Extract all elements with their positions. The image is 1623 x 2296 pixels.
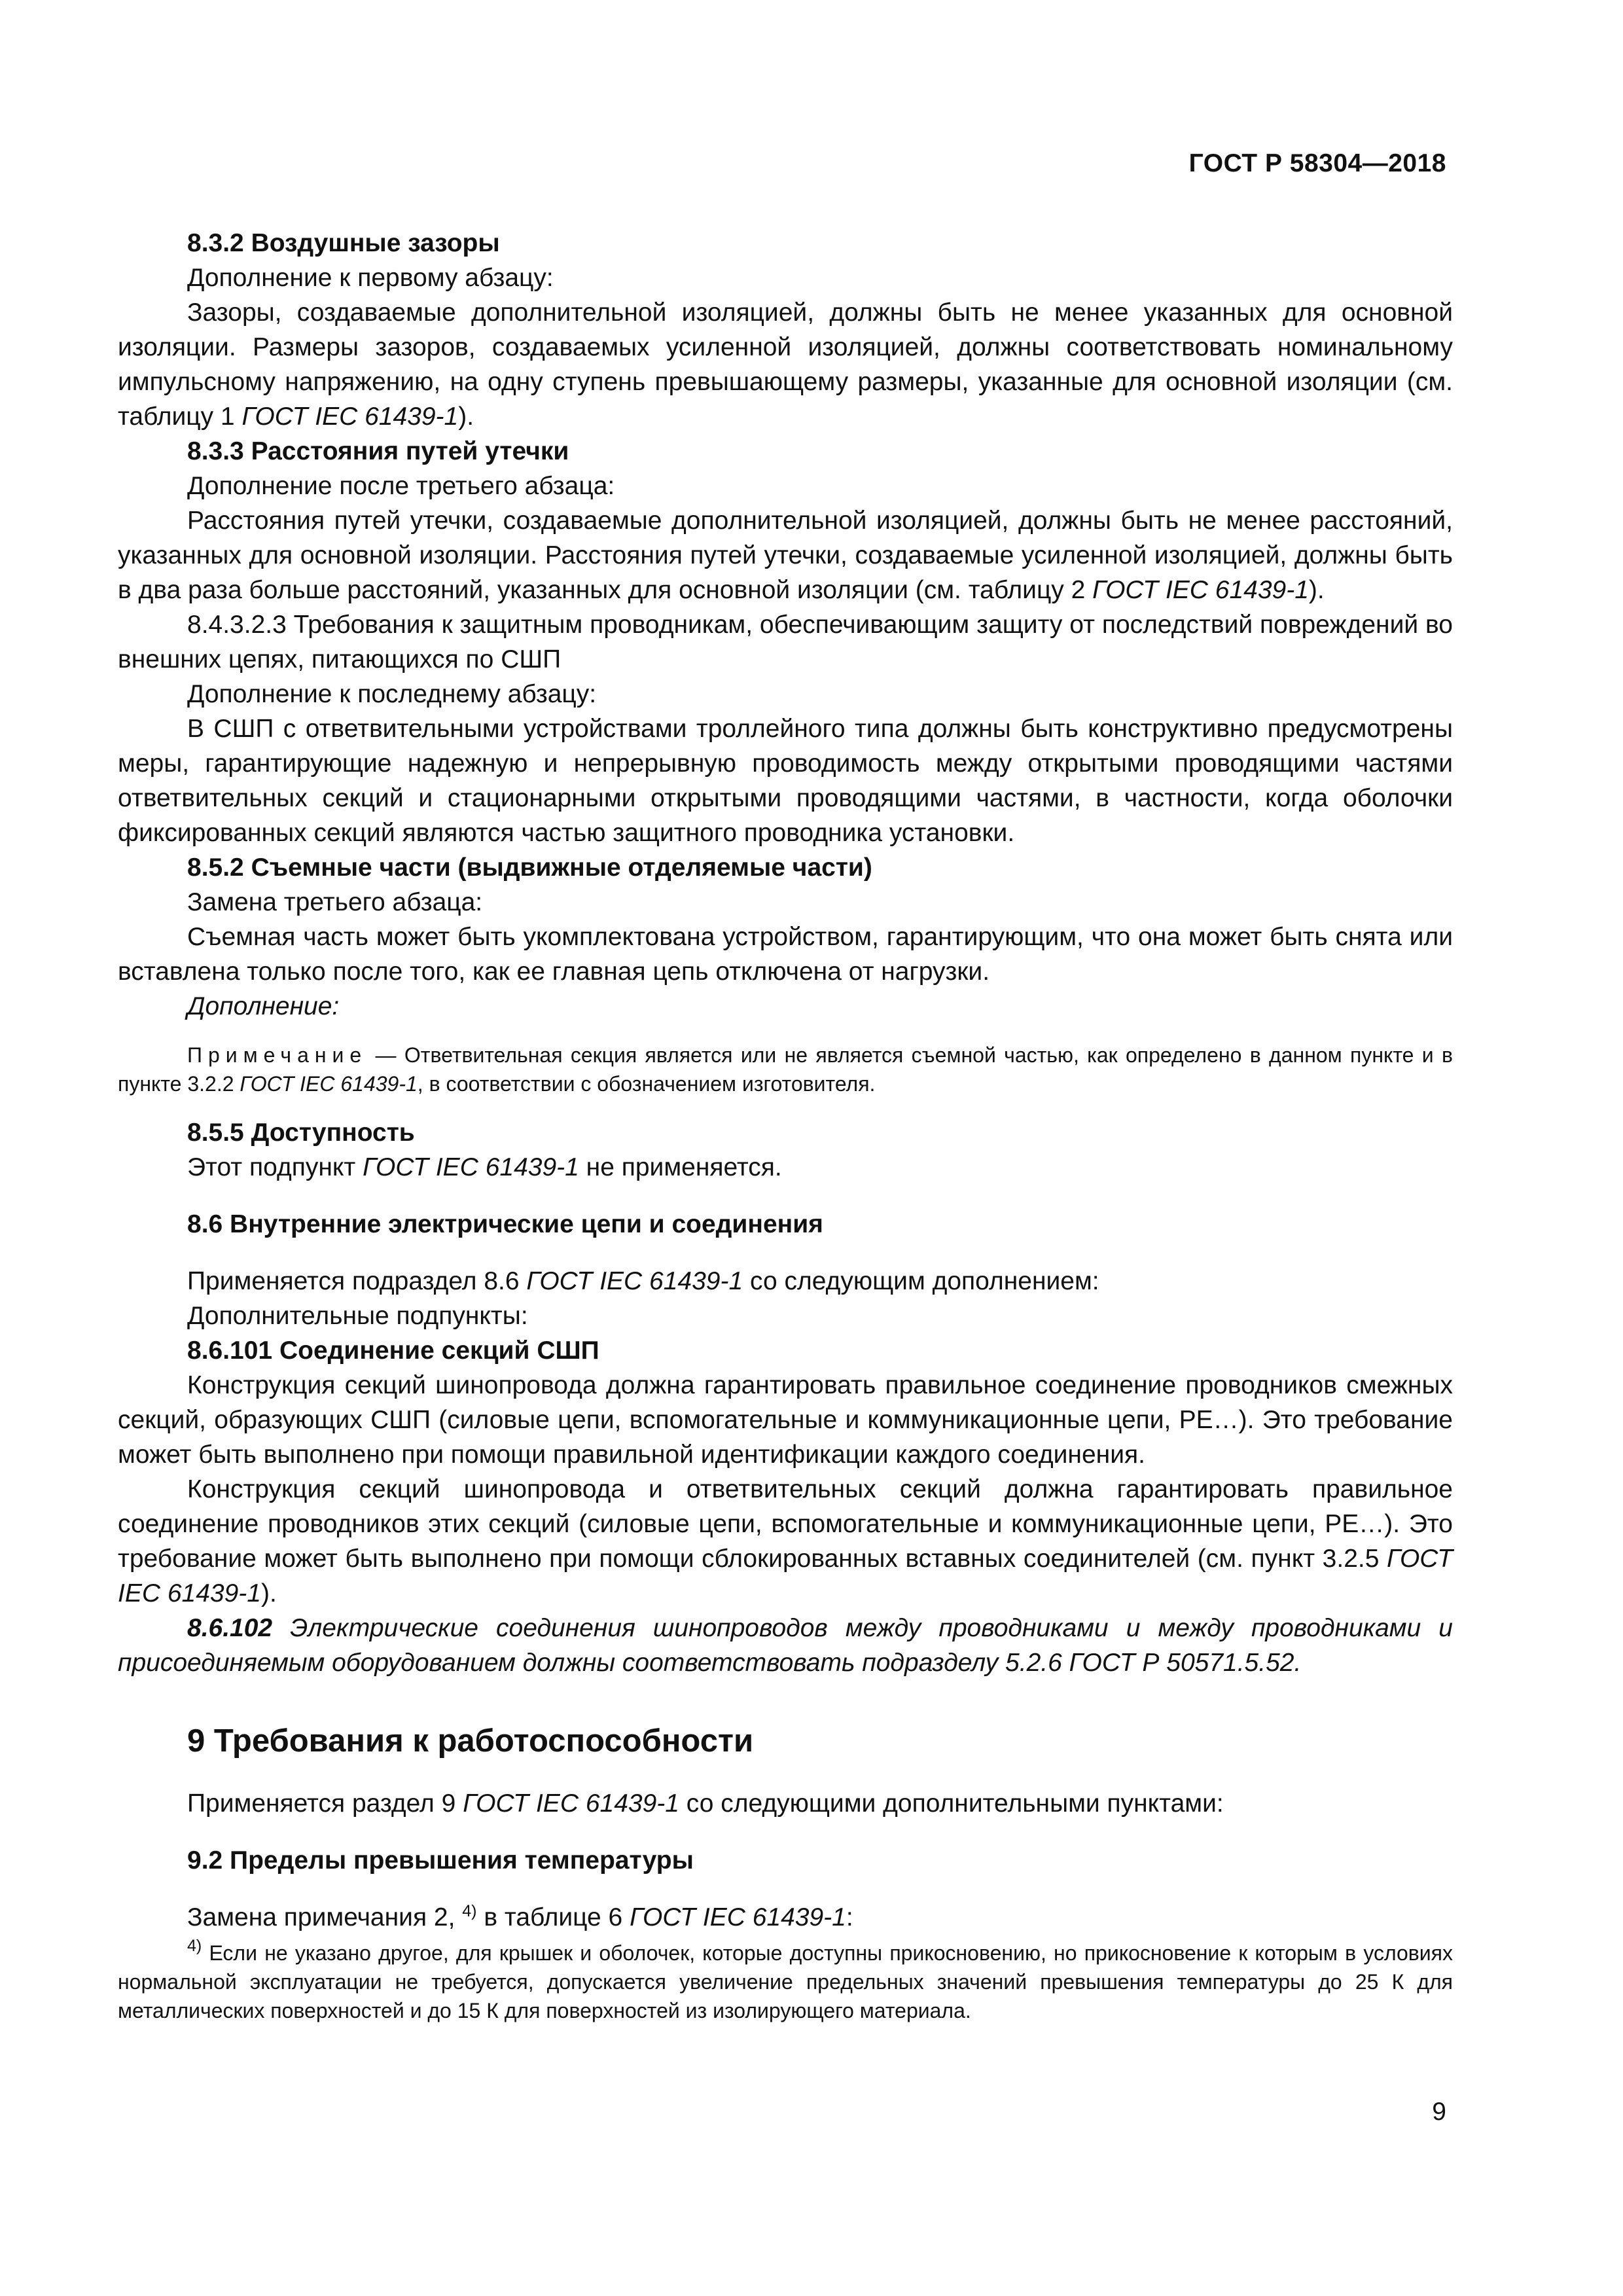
note-tail: , в соответствии с обозначением изготовителя. xyxy=(417,1072,876,1096)
section-8-6-101-p1: Конструкция секций шинопровода должна гарантировать правильное соединение проводников смежных секций, образующих СШП (силовые цепи, вспомогательные и коммуникационные цепи, PE…). Это требование может быть выполнено при помощи правильной идентификации каждого соединения. xyxy=(118,1371,1453,1469)
footnote-marker: 4) xyxy=(462,1902,477,1920)
section-8-4-3-2-3-intro: Дополнение к последнему абзацу: xyxy=(187,680,597,708)
page-number: 9 xyxy=(1432,2098,1446,2126)
standard-reference: ГОСТ IEC 61439-1 xyxy=(118,1545,1453,1607)
document-body xyxy=(118,226,1453,2025)
standard-reference: ГОСТ IEC 61439-1 xyxy=(363,1153,579,1181)
body-text-tail: не применяется. xyxy=(579,1153,782,1181)
body-text-tail: со следующими дополнительными пунктами: xyxy=(679,1789,1224,1818)
standard-reference: ГОСТ IEC 61439-1 xyxy=(241,403,459,431)
section-8-6-title: 8.6 Внутренние электрические цепи и соединения xyxy=(187,1210,823,1238)
body-text-tail: ). xyxy=(1308,576,1325,604)
section-8-6-102 xyxy=(118,1611,1453,1680)
section-8-5-2-intro: Замена третьего абзаца: xyxy=(187,888,483,916)
section-9-text xyxy=(118,1786,1453,1821)
section-8-5-5-text xyxy=(118,1150,1453,1185)
section-8-5-2-title: 8.5.2 Съемные части (выдвижные отделяемые части) xyxy=(187,853,872,882)
section-8-6-102-number: 8.6.102 xyxy=(187,1614,273,1642)
section-8-5-2-text: Съемная часть может быть укомплектована устройством, гарантирующим, что она может быть снята или вставлена только после того, как ее главная цепь отключена от нагрузки. xyxy=(118,923,1453,986)
section-8-6-extra: Дополнительные подпункты: xyxy=(187,1302,528,1330)
section-8-4-3-2-3-text: В СШП с ответвительными устройствами троллейного типа должны быть конструктивно предусмотрены меры, гарантирующие надежную и непрерывную проводимость между открытыми проводящими частями ответвительных секций и стационарными открытыми проводящими частями, в частности, когда оболочки фиксированных секций являются частью защитного проводника установки. xyxy=(118,715,1453,847)
section-8-6-101-title: 8.6.101 Соединение секций СШП xyxy=(187,1336,599,1365)
section-8-5-2-addition: Дополнение: xyxy=(187,992,340,1020)
body-text-mid: в таблице 6 xyxy=(476,1903,630,1931)
standard-reference: ГОСТ IEC 61439-1 xyxy=(630,1903,846,1931)
footnote xyxy=(118,1939,1453,2025)
note-text: — Ответвительная секция является или не является съемной частью, как определено в данном пункте и в пункте 3.2.2 xyxy=(118,1043,1453,1096)
section-9-2-text xyxy=(118,1900,1453,1935)
standard-reference: ГОСТ IEC 61439-1 xyxy=(526,1267,743,1295)
body-text-tail: ). xyxy=(260,1579,277,1607)
body-text-tail: ). xyxy=(458,403,474,431)
body-text-tail: : xyxy=(846,1903,853,1931)
note xyxy=(118,1041,1453,1098)
footnote-text: Если не указано другое, для крышек и оболочек, которые доступны прикосновению, но прикосновение к которым в условиях нормальной эксплуатации не требуется, допускается увеличение предельных значений превышения температуры до 25 К для металлических поверхностей и до 15 К для поверхностей из изолирующего материала. xyxy=(118,1941,1453,2022)
body-text: Этот подпункт xyxy=(187,1153,363,1181)
standard-reference: ГОСТ IEC 61439-1 xyxy=(463,1789,679,1818)
section-8-3-2-text xyxy=(118,295,1453,434)
body-text: Расстояния путей утечки, создаваемые дополнительной изоляцией, должны быть не менее расстояний, указанных для основной изоляции. Расстояния путей утечки, создаваемые усиленной изоляцией, должны быть в два раза больше расстояний, указанных для основной изоляции (см. таблицу 2 xyxy=(118,507,1453,604)
note-label: Примечание xyxy=(187,1043,368,1067)
body-text: Замена примечания 2, xyxy=(187,1903,463,1931)
section-8-5-5-title: 8.5.5 Доступность xyxy=(187,1119,415,1147)
body-text: Зазоры, создаваемые дополнительной изоляцией, должны быть не менее указанных для основной изоляции. Размеры зазоров, создаваемых усиленной изоляцией, должны соответствовать номинальному импульсному напряжению, на одну ступень превышающему размеры, указанные для основной изоляции (см. таблицу 1 xyxy=(118,298,1453,431)
section-8-3-2-intro: Дополнение к первому абзацу: xyxy=(187,264,554,292)
document-header: ГОСТ Р 58304—2018 xyxy=(1188,149,1446,177)
section-8-6-101-p2 xyxy=(118,1472,1453,1611)
footnote-mark: 4) xyxy=(187,1937,202,1955)
standard-reference: ГОСТ IEC 61439-1 xyxy=(1092,576,1309,604)
section-8-3-3-title: 8.3.3 Расстояния путей утечки xyxy=(187,437,569,465)
section-8-6-102-text: Электрические соединения шинопроводов между проводниками и между проводниками и присоединяемым оборудованием должны соответствовать подразделу 5.2.6 ГОСТ Р 50571.5.52. xyxy=(118,1614,1453,1677)
section-9-heading: 9 Требования к работоспособности xyxy=(187,1723,754,1759)
section-8-3-2-title: 8.3.2 Воздушные зазоры xyxy=(187,229,500,257)
body-text-tail: со следующим дополнением: xyxy=(743,1267,1099,1295)
section-8-3-3-text xyxy=(118,503,1453,607)
body-text: Конструкция секций шинопровода и ответвительных секций должна гарантировать правильное соединение проводников этих секций (силовые цепи, вспомогательные и коммуникационные цепи, PE…). Это требование может быть выполнено при помощи сблокированных вставных соединителей (см. пункт 3.2.5 xyxy=(118,1475,1453,1573)
standard-reference: ГОСТ IEC 61439-1 xyxy=(240,1072,418,1096)
section-8-6-text xyxy=(118,1264,1453,1299)
section-9-2-title: 9.2 Пределы превышения температуры xyxy=(187,1846,694,1874)
body-text: Применяется раздел 9 xyxy=(187,1789,463,1818)
section-8-3-3-intro: Дополнение после третьего абзаца: xyxy=(187,472,615,500)
body-text: Применяется подраздел 8.6 xyxy=(187,1267,527,1295)
section-8-4-3-2-3-title: 8.4.3.2.3 Требования к защитным проводникам, обеспечивающим защиту от последствий повреждений во внешних цепях, питающихся по СШП xyxy=(118,611,1453,673)
